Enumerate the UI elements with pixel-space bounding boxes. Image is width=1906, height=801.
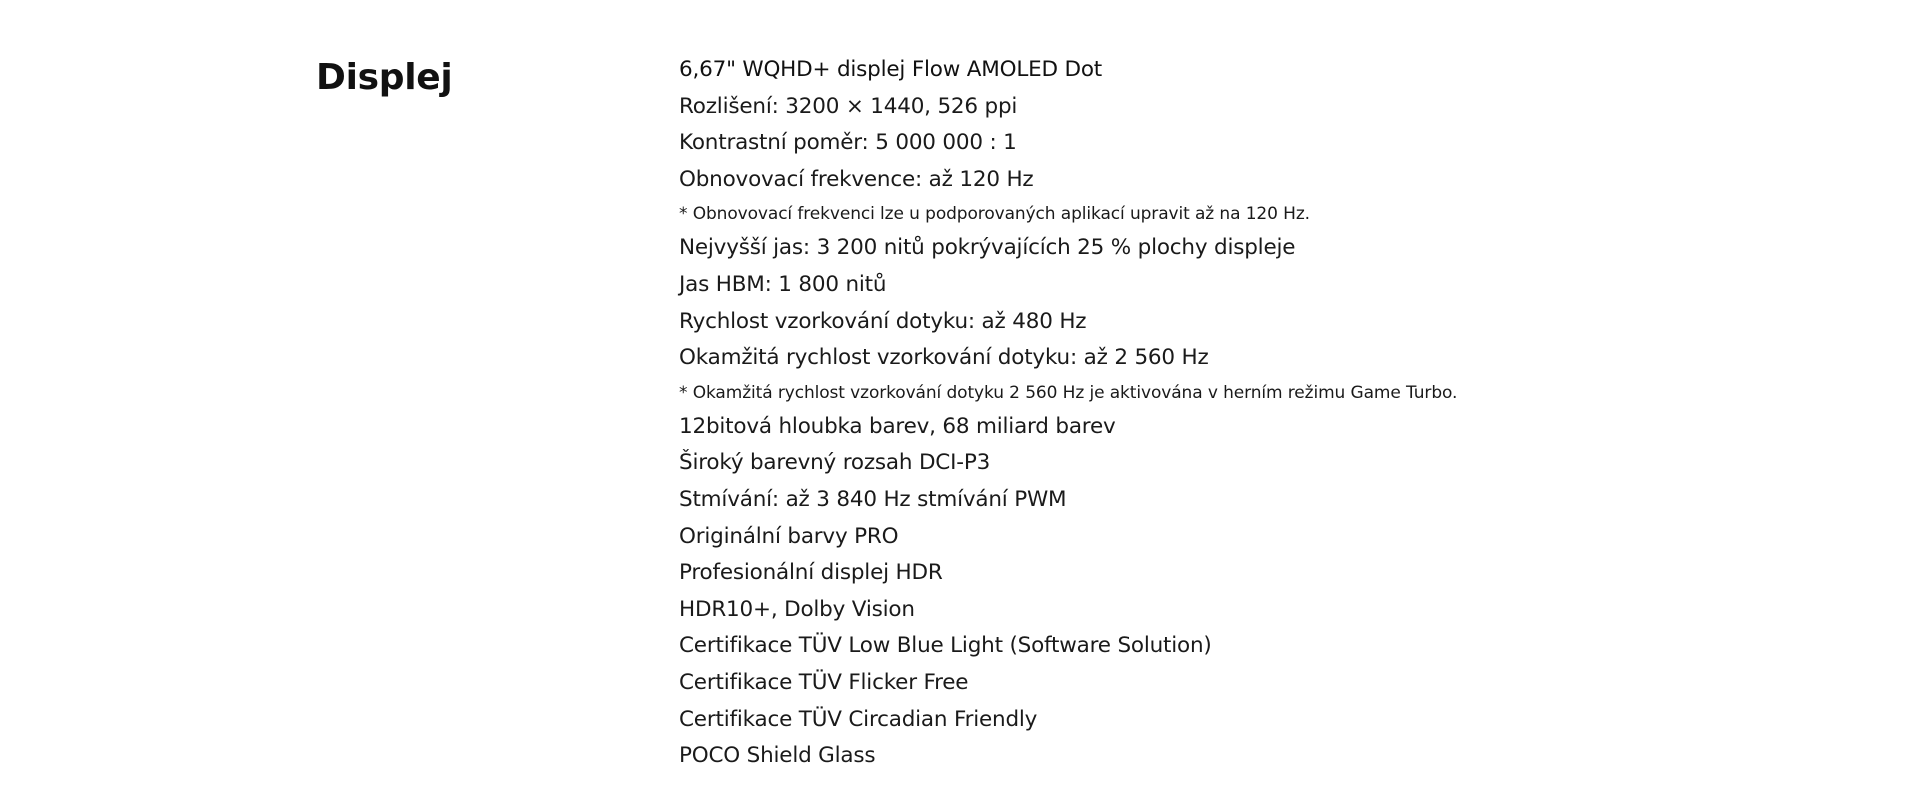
spec-line: POCO Shield Glass (679, 743, 876, 769)
spec-line: Stmívání: až 3 840 Hz stmívání PWM (679, 486, 1067, 512)
spec-line: Certifikace TÜV Circadian Friendly (679, 706, 1038, 732)
spec-footnote: * Okamžitá rychlost vzorkování dotyku 2 560 Hz je aktivována v herním režimu Game Turbo. (679, 382, 1458, 403)
spec-line: 12bitová hloubka barev, 68 miliard barev (679, 413, 1116, 439)
spec-line: Kontrastní poměr: 5 000 000 : 1 (679, 130, 1017, 156)
spec-line: Originální barvy PRO (679, 523, 899, 549)
spec-line: Široký barevný rozsah DCI-P3 (679, 450, 991, 476)
spec-line: 6,67" WQHD+ displej Flow AMOLED Dot (679, 57, 1103, 82)
spec-line: Rozlišení: 3200 × 1440, 526 ppi (679, 93, 1018, 119)
spec-line: Okamžitá rychlost vzorkování dotyku: až 2 560 Hz (679, 345, 1209, 371)
spec-list (679, 52, 1779, 775)
spec-line: Profesionální displej HDR (679, 560, 943, 586)
spec-line: HDR10+, Dolby Vision (679, 596, 915, 622)
spec-line: Certifikace TÜV Flicker Free (679, 669, 969, 695)
section-title: Displej (316, 57, 453, 98)
spec-line: Jas HBM: 1 800 nitů (679, 271, 887, 297)
spec-line: Certifikace TÜV Low Blue Light (Software Solution) (679, 633, 1212, 659)
spec-line: Rychlost vzorkování dotyku: až 480 Hz (679, 308, 1087, 334)
spec-line: Obnovovací frekvence: až 120 Hz (679, 166, 1034, 192)
spec-footnote: * Obnovovací frekvenci lze u podporovaných aplikací upravit až na 120 Hz. (679, 204, 1310, 225)
spec-line: Nejvyšší jas: 3 200 nitů pokrývajících 25 % plochy displeje (679, 235, 1296, 261)
